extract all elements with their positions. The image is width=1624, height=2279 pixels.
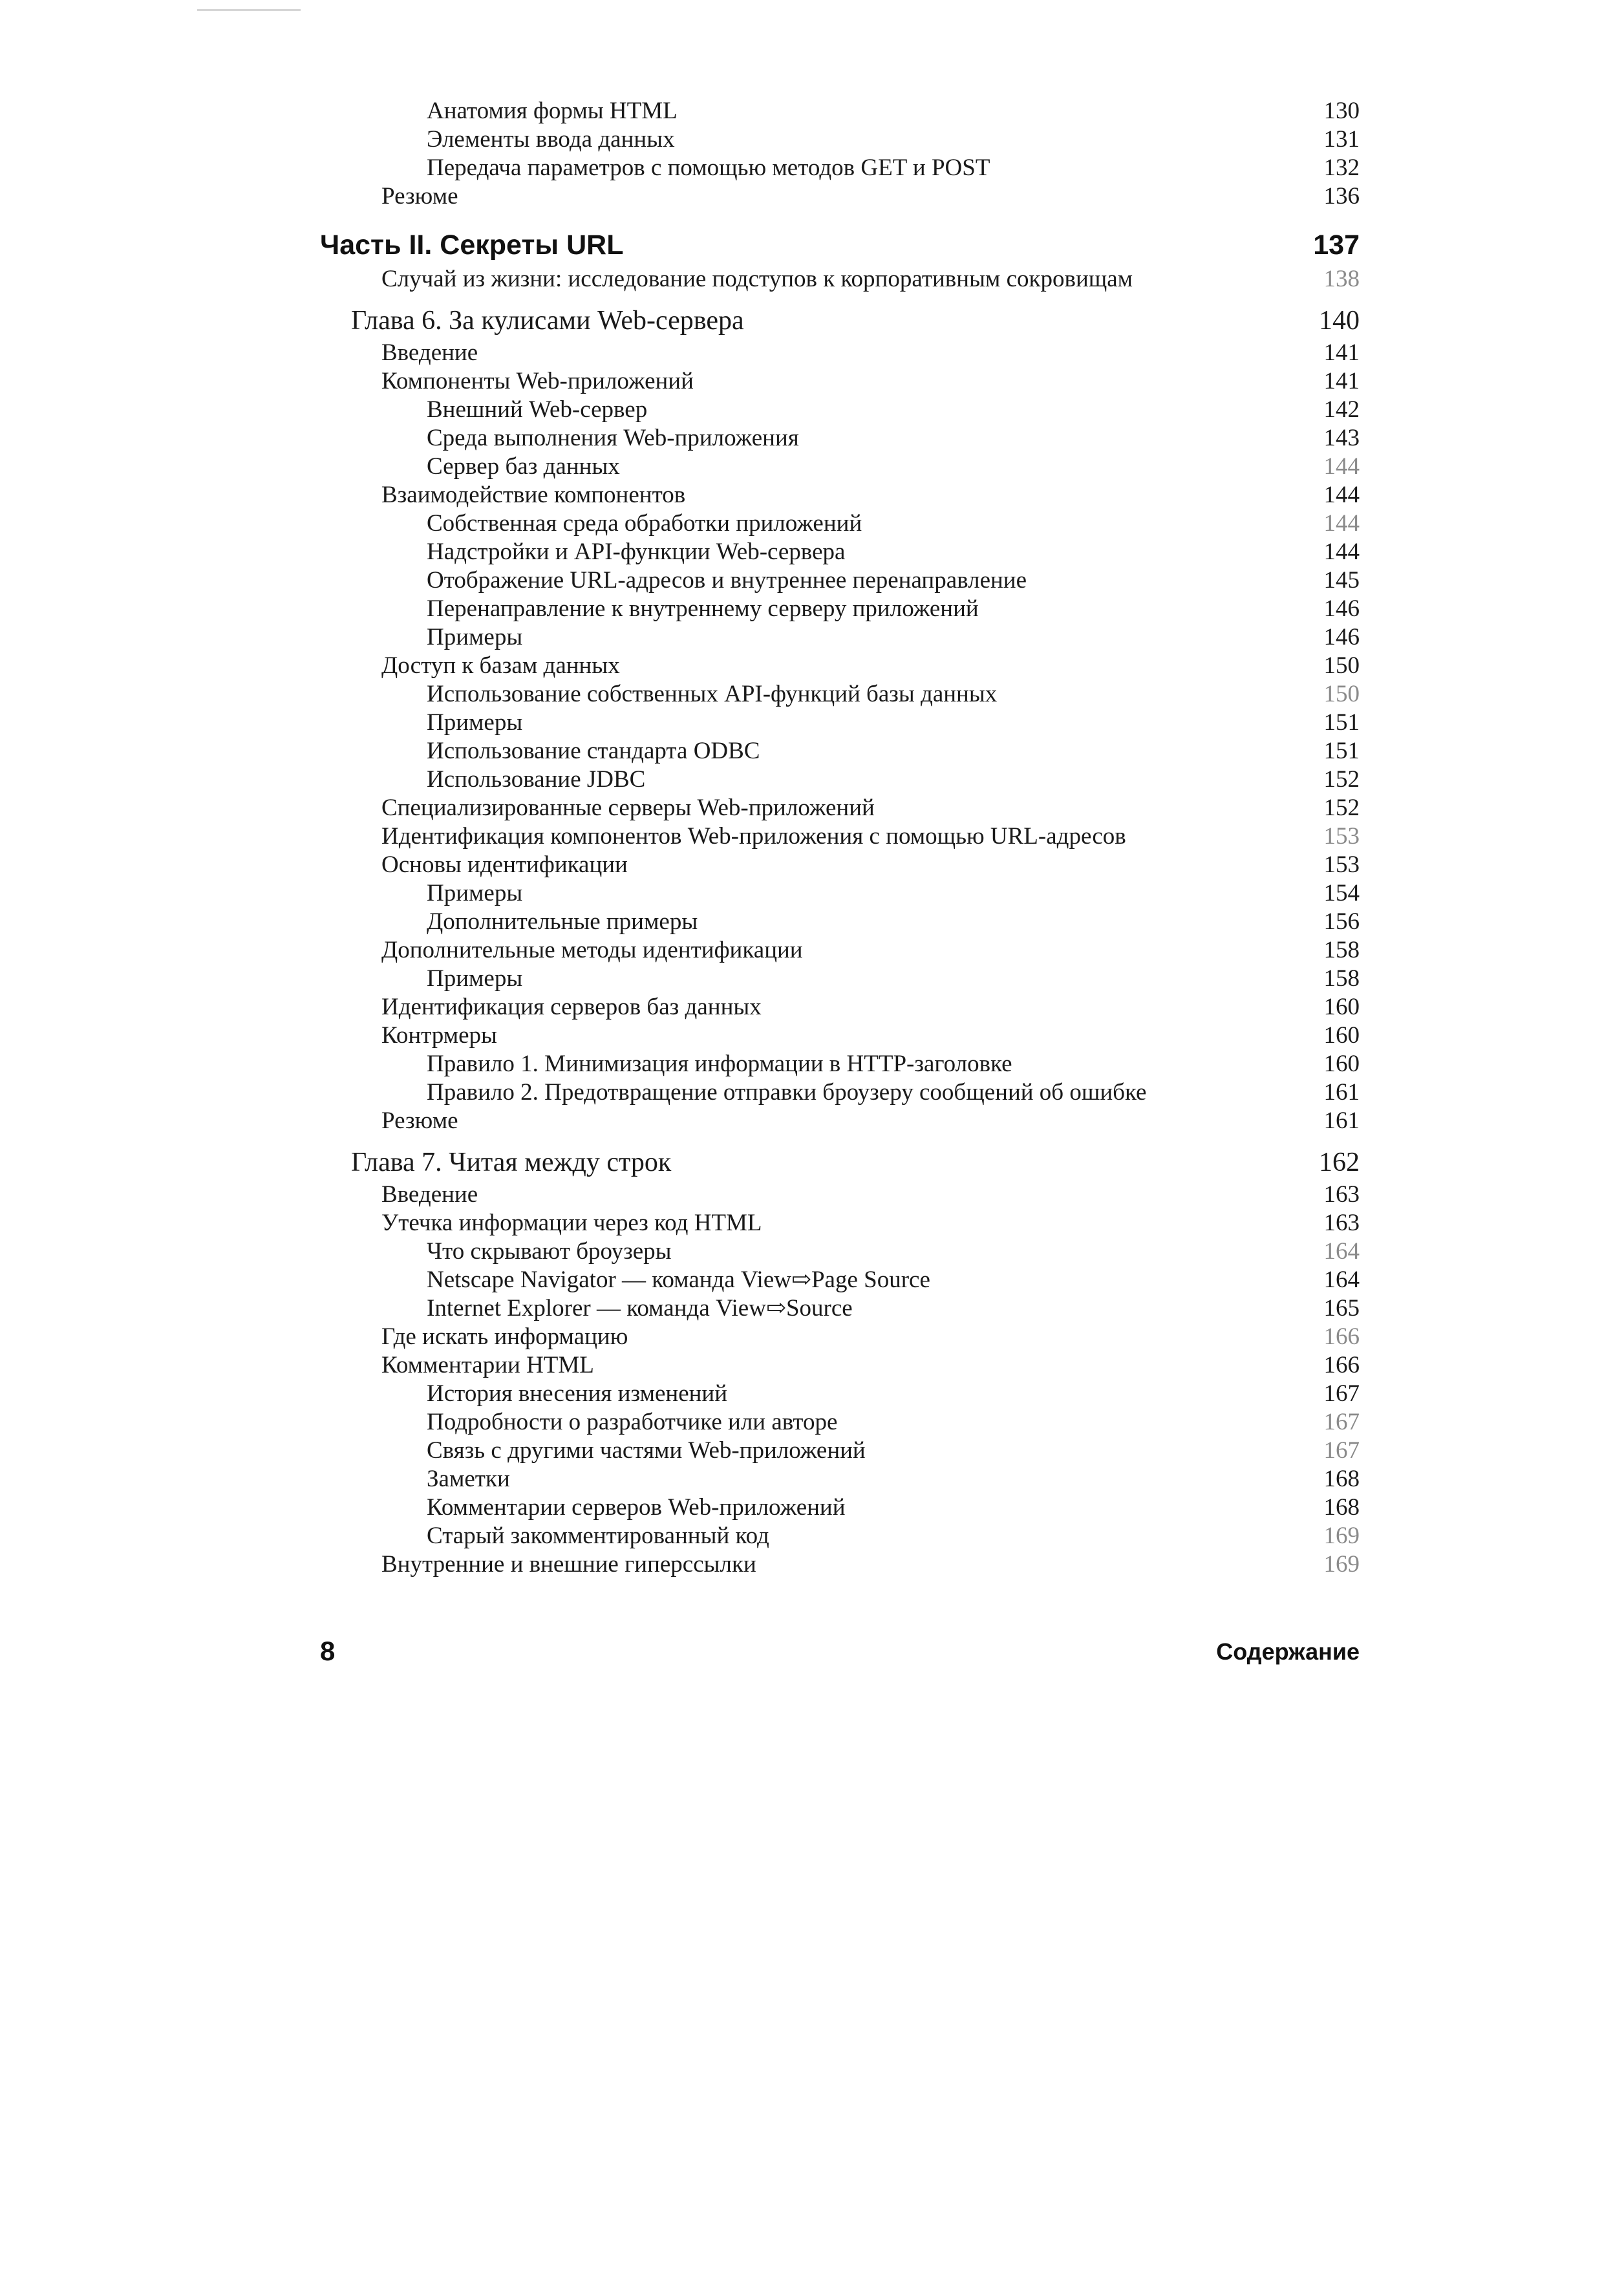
table-of-contents — [320, 97, 1367, 1579]
toc-chapter-heading — [320, 303, 1367, 339]
toc-entry — [320, 1323, 1367, 1351]
toc-entry-title: Компоненты Web-приложений — [381, 368, 694, 394]
toc-entry-page-number: 144 — [1323, 539, 1360, 565]
toc-entry-title: Перенаправление к внутреннему серверу приложений — [427, 595, 979, 622]
toc-entry-page-number: 150 — [1323, 681, 1360, 707]
toc-entry-page-number: 156 — [1323, 908, 1360, 935]
toc-entry-page-number: 168 — [1323, 1494, 1360, 1521]
toc-entry-page-number: 151 — [1323, 738, 1360, 764]
toc-entry-page-number: 150 — [1323, 652, 1360, 679]
toc-entry-title: Где искать информацию — [381, 1323, 628, 1350]
toc-entry-page-number: 151 — [1323, 709, 1360, 736]
toc-entry-page-number: 154 — [1323, 880, 1360, 906]
toc-entry-page-number: 142 — [1323, 396, 1360, 423]
toc-entry-page-number: 141 — [1323, 368, 1360, 394]
toc-entry — [320, 1107, 1367, 1135]
toc-entry — [320, 1181, 1367, 1209]
toc-entry — [320, 1266, 1367, 1294]
toc-entry-page-number: 167 — [1323, 1409, 1360, 1435]
toc-entry — [320, 396, 1367, 424]
toc-entry — [320, 265, 1367, 294]
toc-chapter-heading — [320, 1144, 1367, 1181]
toc-entry-page-number: 160 — [1323, 1022, 1360, 1049]
toc-entry-title: Примеры — [427, 624, 523, 650]
toc-entry-title: Передача параметров с помощью методов GET и POST — [427, 155, 990, 181]
toc-entry — [320, 566, 1367, 595]
toc-entry-page-number: 169 — [1323, 1551, 1360, 1578]
toc-entry-page-number: 144 — [1323, 510, 1360, 537]
toc-entry-title: Комментарии HTML — [381, 1352, 594, 1378]
toc-entry-title: Использование стандарта ODBC — [427, 738, 760, 764]
toc-entry-page-number: 146 — [1323, 624, 1360, 650]
toc-entry-page-number: 140 — [1319, 306, 1360, 336]
toc-entry-title: Введение — [381, 1181, 478, 1208]
toc-entry-title: Примеры — [427, 965, 523, 992]
toc-entry — [320, 1522, 1367, 1550]
toc-entry — [320, 965, 1367, 993]
toc-entry — [320, 1209, 1367, 1237]
toc-entry — [320, 481, 1367, 509]
toc-entry-title: Введение — [381, 339, 478, 366]
toc-entry-page-number: 152 — [1323, 795, 1360, 821]
toc-entry-page-number: 164 — [1323, 1267, 1360, 1293]
toc-entry-title: Глава 6. За кулисами Web-сервера — [351, 306, 744, 336]
toc-entry-page-number: 137 — [1313, 230, 1360, 261]
toc-entry — [320, 1493, 1367, 1522]
toc-entry-title: Взаимодействие компонентов — [381, 482, 686, 508]
toc-entry-page-number: 143 — [1323, 425, 1360, 451]
toc-entry — [320, 652, 1367, 680]
toc-entry — [320, 1294, 1367, 1323]
toc-entry-title: Резюме — [381, 1107, 458, 1134]
toc-entry-title: Отображение URL-адресов и внутреннее перенаправление — [427, 567, 1027, 594]
toc-entry-title: Внешний Web-сервер — [427, 396, 648, 423]
toc-entry-page-number: 145 — [1323, 567, 1360, 594]
toc-entry-title: Правило 1. Минимизация информации в HTTP-заголовке — [427, 1051, 1012, 1077]
toc-entry-page-number: 144 — [1323, 482, 1360, 508]
toc-entry-title: Netscape Navigator — команда View⇨Page Source — [427, 1267, 930, 1293]
toc-entry-page-number: 166 — [1323, 1352, 1360, 1378]
toc-entry — [320, 936, 1367, 965]
toc-entry-page-number: 161 — [1323, 1079, 1360, 1106]
toc-entry-page-number: 131 — [1323, 126, 1360, 153]
toc-entry-page-number: 153 — [1323, 823, 1360, 850]
toc-entry-title: Дополнительные примеры — [427, 908, 698, 935]
toc-entry-title: Надстройки и API-функции Web-сервера — [427, 539, 846, 565]
toc-entry — [320, 1022, 1367, 1050]
toc-entry — [320, 1550, 1367, 1579]
toc-entry-title: Элементы ввода данных — [427, 126, 675, 153]
toc-entry-title: Связь с другими частями Web-приложений — [427, 1437, 866, 1464]
toc-entry-title: Примеры — [427, 709, 523, 736]
toc-entry — [320, 1380, 1367, 1408]
toc-entry — [320, 339, 1367, 367]
toc-entry-page-number: 168 — [1323, 1466, 1360, 1492]
toc-entry — [320, 538, 1367, 566]
toc-entry-title: Утечка информации через код HTML — [381, 1210, 762, 1236]
toc-entry — [320, 1237, 1367, 1266]
toc-entry-title: Сервер баз данных — [427, 453, 620, 480]
toc-part-heading — [320, 225, 1367, 265]
toc-entry-title: Собственная среда обработки приложений — [427, 510, 862, 537]
toc-entry — [320, 125, 1367, 154]
toc-entry-title: Заметки — [427, 1466, 510, 1492]
toc-entry — [320, 509, 1367, 538]
toc-entry-title: Доступ к базам данных — [381, 652, 620, 679]
toc-entry-page-number: 161 — [1323, 1107, 1360, 1134]
toc-entry-title: Подробности о разработчике или авторе — [427, 1409, 838, 1435]
toc-entry — [320, 737, 1367, 765]
toc-entry — [320, 879, 1367, 908]
toc-entry-title: Идентификация серверов баз данных — [381, 994, 762, 1020]
toc-entry — [320, 97, 1367, 125]
toc-entry-page-number: 158 — [1323, 937, 1360, 963]
toc-entry — [320, 154, 1367, 182]
toc-entry — [320, 367, 1367, 396]
toc-entry — [320, 680, 1367, 709]
toc-entry-title: Старый закомментированный код — [427, 1523, 769, 1549]
toc-entry — [320, 765, 1367, 794]
toc-entry-page-number: 158 — [1323, 965, 1360, 992]
toc-entry-page-number: 166 — [1323, 1323, 1360, 1350]
toc-entry — [320, 453, 1367, 481]
toc-entry-page-number: 146 — [1323, 595, 1360, 622]
toc-entry — [320, 1078, 1367, 1107]
toc-entry — [320, 822, 1367, 851]
toc-entry-page-number: 169 — [1323, 1523, 1360, 1549]
toc-entry-title: Использование JDBC — [427, 766, 646, 793]
toc-entry — [320, 1050, 1367, 1078]
toc-entry-page-number: 165 — [1323, 1295, 1360, 1321]
toc-entry — [320, 794, 1367, 822]
toc-entry-title: Идентификация компонентов Web-приложения с помощью URL-адресов — [381, 823, 1126, 850]
toc-entry — [320, 623, 1367, 652]
toc-entry — [320, 595, 1367, 623]
toc-entry — [320, 1465, 1367, 1493]
toc-entry-title: Правило 2. Предотвращение отправки броузеру сообщений об ошибке — [427, 1079, 1147, 1106]
toc-entry-title: Примеры — [427, 880, 523, 906]
toc-entry-title: Основы идентификации — [381, 851, 628, 878]
running-title: Содержание — [1216, 1638, 1360, 1665]
toc-entry-page-number: 132 — [1323, 155, 1360, 181]
toc-entry — [320, 709, 1367, 737]
toc-entry — [320, 1437, 1367, 1465]
toc-entry-title: Внутренние и внешние гиперссылки — [381, 1551, 756, 1578]
toc-entry-title: Комментарии серверов Web-приложений — [427, 1494, 846, 1521]
toc-entry — [320, 1408, 1367, 1437]
toc-entry-title: Резюме — [381, 183, 458, 209]
toc-entry-title: Глава 7. Читая между строк — [351, 1148, 672, 1177]
toc-entry-page-number: 136 — [1323, 183, 1360, 209]
toc-entry-page-number: 167 — [1323, 1437, 1360, 1464]
toc-entry-page-number: 167 — [1323, 1380, 1360, 1407]
toc-entry — [320, 1351, 1367, 1380]
toc-entry-page-number: 162 — [1319, 1148, 1360, 1177]
toc-entry-page-number: 163 — [1323, 1181, 1360, 1208]
toc-entry-page-number: 160 — [1323, 1051, 1360, 1077]
toc-entry-title: Случай из жизни: исследование подступов к корпоративным сокровищам — [381, 266, 1133, 292]
scan-artifact — [197, 9, 301, 11]
toc-entry-title: Анатомия формы HTML — [427, 98, 678, 124]
toc-entry-title: Специализированные серверы Web-приложений — [381, 795, 875, 821]
toc-entry-title: Часть II. Секреты URL — [320, 230, 624, 261]
toc-entry-title: Контрмеры — [381, 1022, 497, 1049]
toc-entry-page-number: 141 — [1323, 339, 1360, 366]
toc-entry-page-number: 163 — [1323, 1210, 1360, 1236]
page-footer — [320, 1636, 1367, 1674]
toc-entry-title: История внесения изменений — [427, 1380, 728, 1407]
toc-entry-page-number: 153 — [1323, 851, 1360, 878]
toc-entry-title: Дополнительные методы идентификации — [381, 937, 803, 963]
toc-entry — [320, 424, 1367, 453]
toc-entry-page-number: 160 — [1323, 994, 1360, 1020]
toc-entry-page-number: 164 — [1323, 1238, 1360, 1265]
toc-entry-page-number: 130 — [1323, 98, 1360, 124]
toc-entry — [320, 851, 1367, 879]
toc-entry-title: Internet Explorer — команда View⇨Source — [427, 1295, 853, 1321]
toc-entry-page-number: 152 — [1323, 766, 1360, 793]
toc-entry-page-number: 144 — [1323, 453, 1360, 480]
page-number: 8 — [320, 1636, 336, 1666]
toc-entry — [320, 908, 1367, 936]
toc-entry-title: Среда выполнения Web-приложения — [427, 425, 799, 451]
toc-entry-title: Что скрывают броузеры — [427, 1238, 672, 1265]
toc-entry — [320, 182, 1367, 211]
toc-entry-title: Использование собственных API-функций базы данных — [427, 681, 998, 707]
toc-entry — [320, 993, 1367, 1022]
toc-entry-page-number: 138 — [1323, 266, 1360, 292]
